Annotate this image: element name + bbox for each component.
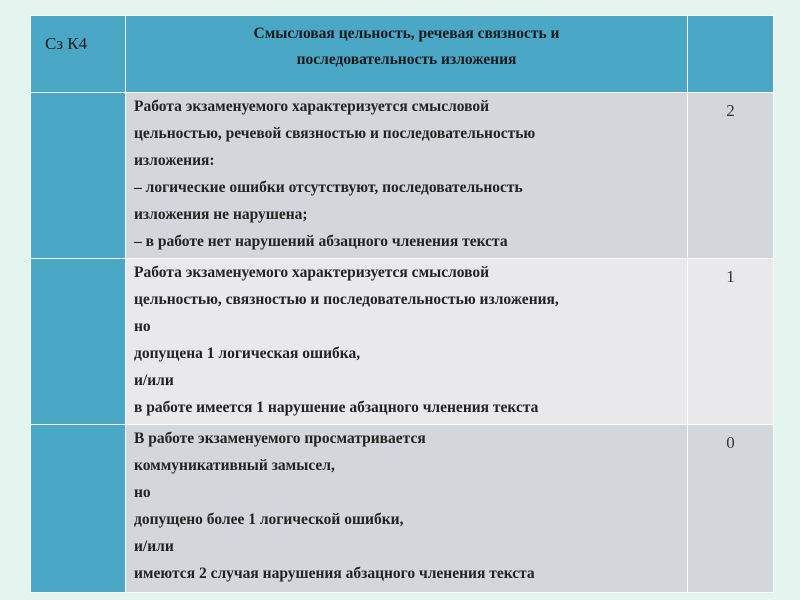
description-line: – логические ошибки отсутствуют, последовательность: [134, 179, 523, 196]
description-line: – в работе нет нарушений абзацного членения текста: [134, 233, 508, 250]
row-score: 1: [688, 259, 774, 425]
row-score: 0: [688, 425, 774, 593]
row-lead-cell: [31, 93, 126, 259]
description-line: имеются 2 случая нарушения абзацного членения текста: [134, 565, 535, 582]
description-line: изложения не нарушена;: [134, 206, 308, 223]
table-row: [31, 259, 774, 425]
row-description: [126, 425, 688, 593]
description-line: но: [134, 318, 151, 335]
row-description: [126, 93, 688, 259]
criterion-code: Сз К4: [31, 16, 126, 93]
criterion-title-line: последовательность изложения: [296, 51, 517, 68]
description-line: В работе экзаменуемого просматривается: [134, 430, 426, 447]
table-header-row: [31, 16, 774, 93]
description-line: Работа экзаменуемого характеризуется смысловой: [134, 98, 490, 115]
description-line: изложения:: [134, 152, 215, 169]
description-line: допущена 1 логическая ошибка,: [134, 345, 361, 362]
row-lead-cell: [31, 425, 126, 593]
description-line: допущено более 1 логической ошибки,: [134, 511, 404, 528]
table-row: [31, 425, 774, 593]
row-description: [126, 259, 688, 425]
description-line: в работе имеется 1 нарушение абзацного членения текста: [134, 399, 539, 416]
description-line: цельностью, связностью и последовательностью изложения,: [134, 291, 559, 308]
criteria-table: [30, 15, 774, 593]
description-line: но: [134, 484, 151, 501]
criterion-title: [126, 16, 688, 93]
row-score: 2: [688, 93, 774, 259]
description-line: Работа экзаменуемого характеризуется смысловой: [134, 264, 490, 281]
description-line: цельностью, речевой связностью и последовательностью: [134, 125, 536, 142]
row-lead-cell: [31, 259, 126, 425]
score-header: [688, 16, 774, 93]
description-line: и/или: [134, 538, 174, 555]
description-line: и/или: [134, 372, 174, 389]
description-line: коммуникативный замысел,: [134, 457, 335, 474]
criterion-title-line: Смысловая цельность, речевая связность и: [253, 25, 560, 42]
table-row: [31, 93, 774, 259]
